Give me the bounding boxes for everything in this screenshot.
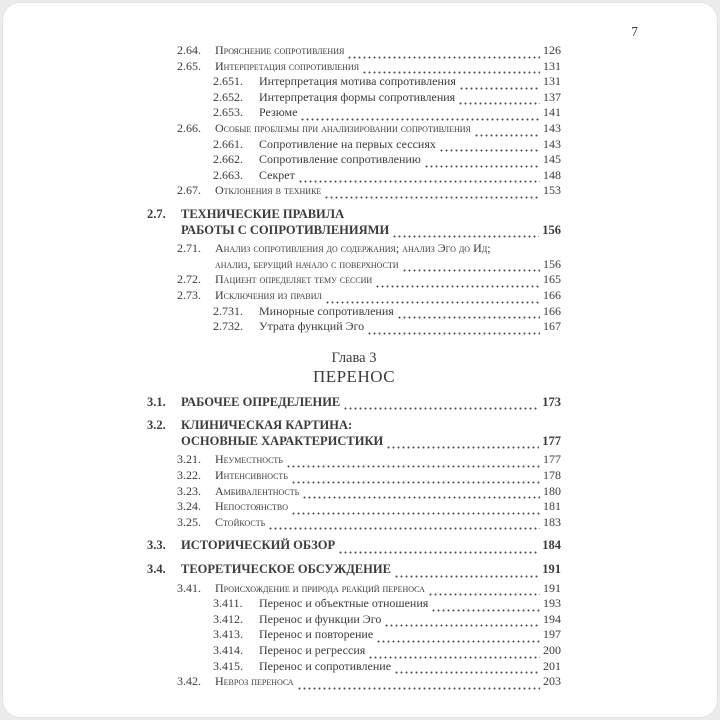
toc-entry-body: [181, 418, 561, 449]
toc-entry-body: [215, 121, 561, 137]
toc-entry-line: [259, 319, 561, 335]
toc-entry-number: 3.415.: [213, 658, 243, 673]
toc-entry: [147, 468, 561, 484]
toc-entry-title: ИСТОРИЧЕСКИЙ ОБЗОР: [181, 538, 336, 553]
toc-entry-title: Непостоянство: [215, 499, 288, 514]
book-page: [2, 2, 718, 718]
toc-entry-number: 3.1.: [147, 394, 166, 409]
toc-entry-line: [215, 499, 561, 515]
toc-entry-page: 203: [543, 674, 561, 689]
toc-entry: [147, 659, 561, 675]
toc-entry-line: [259, 168, 561, 184]
toc-entry: [147, 538, 561, 554]
toc-entry-page: 143: [543, 120, 561, 135]
toc-entry-body: [259, 152, 561, 168]
toc-entry: [147, 484, 561, 500]
toc-entry: [147, 319, 561, 335]
toc-entry: [147, 674, 561, 690]
toc-entry-page: 137: [543, 89, 561, 104]
toc-entry-page: 141: [543, 105, 561, 120]
toc-entry: [147, 74, 561, 90]
toc-entry-body: [259, 659, 561, 675]
toc-entry-number: 2.663.: [213, 167, 243, 182]
toc-entry-line: [215, 121, 561, 137]
toc-entry-line: [181, 207, 561, 223]
toc-entry: [147, 581, 561, 597]
toc-entry-number: 2.72.: [177, 272, 201, 287]
dotted-leader: [386, 444, 539, 449]
toc-entry-title: Перенос и объектные отношения: [259, 596, 429, 611]
toc-entry: [147, 515, 561, 531]
chapter-heading: [147, 349, 561, 387]
toc-entry-body: [259, 74, 561, 90]
toc-entry-page: 191: [542, 562, 561, 577]
toc-entry-line: [181, 418, 561, 434]
dotted-leader: [268, 525, 540, 530]
toc-entry-body: [181, 562, 561, 578]
toc-entry-number: 2.653.: [213, 105, 243, 120]
dotted-leader: [367, 330, 540, 335]
toc-entry-title: анализ, берущий начало с поверхности: [215, 256, 399, 271]
chapter-title: ПЕРЕНОС: [312, 366, 396, 386]
toc-entry-title: Перенос и регрессия: [259, 643, 366, 657]
toc-entry-title: Интенсивность: [215, 468, 288, 483]
toc-entry-page: 177: [543, 452, 561, 467]
toc-entry-line: [259, 304, 561, 320]
toc-entry: [147, 183, 561, 199]
toc-entry-page: 194: [543, 611, 561, 626]
toc-entry: [147, 304, 561, 320]
toc-entry-body: [181, 538, 561, 554]
toc-entry-title: РАБОТЫ С СОПРОТИВЛЕНИЯМИ: [181, 222, 390, 237]
toc-entry-body: [215, 288, 561, 304]
toc-entry-body: [259, 627, 561, 643]
toc-entry-line: [181, 538, 561, 554]
toc-entry-line: [259, 627, 561, 643]
toc-entry-title: Исключения из правил: [215, 287, 322, 302]
toc-entry-page: 153: [543, 183, 561, 198]
toc-entry-line: [259, 596, 561, 612]
toc-entry: [147, 288, 561, 304]
toc-entry-title: Особые проблемы при анализировании сопротивления: [215, 120, 471, 135]
toc-entry-number: 3.24.: [177, 499, 201, 514]
toc-entry-body: [215, 183, 561, 199]
toc-entry-number: 3.414.: [213, 643, 243, 657]
toc-entry-number: 2.65.: [177, 58, 201, 73]
toc-entry-line: [181, 395, 561, 411]
toc-entry-title: Перенос и сопротивление: [259, 658, 392, 673]
toc-entry-page: 181: [543, 499, 561, 514]
toc-entry-title: ТЕОРЕТИЧЕСКОЕ ОБСУЖДЕНИЕ: [181, 562, 391, 577]
toc-entry-title: Интерпретация мотива сопротивления: [259, 74, 456, 89]
toc-entry-line: [181, 562, 561, 578]
toc-entry: [147, 627, 561, 643]
dotted-leader: [392, 233, 539, 238]
toc-entry-title: Происхождение и природа реакций переноса: [215, 580, 425, 595]
toc-entry-number: 2.71.: [177, 241, 201, 256]
toc-entry-number: 3.2.: [147, 418, 166, 433]
toc-entry-number: 2.651.: [213, 74, 243, 89]
toc-entry-title: ОСНОВНЫЕ ХАРАКТЕРИСТИКИ: [181, 433, 384, 448]
toc-entry-body: [215, 674, 561, 690]
toc-entry-line: [215, 452, 561, 468]
toc-entry-number: 3.411.: [213, 596, 243, 611]
toc-entry: [147, 395, 561, 411]
toc-entry-line: [181, 434, 561, 450]
toc-entry-page: 156: [542, 222, 561, 237]
toc-entry-title: Перенос и повторение: [259, 627, 374, 642]
toc-entry-line: [259, 137, 561, 153]
toc-entry-page: 143: [543, 136, 561, 151]
toc-entry-line: [215, 43, 561, 59]
toc-entry-line: [181, 223, 561, 239]
toc-entry-number: 2.731.: [213, 303, 243, 318]
toc-entry-page: 201: [543, 658, 561, 673]
toc-entry-title: Невроз переноса: [215, 674, 294, 689]
toc-entry-page: 148: [543, 167, 561, 182]
toc-entry-body: [215, 43, 561, 59]
toc-entry-number: 3.4.: [147, 562, 166, 577]
table-of-contents: [147, 43, 561, 690]
toc-entry: [147, 59, 561, 75]
toc-entry-title: Пациент определяет тему сессии: [215, 272, 373, 287]
toc-entry-number: 3.42.: [177, 674, 201, 689]
toc-entry-page: 167: [543, 319, 561, 334]
toc-entry: [147, 452, 561, 468]
toc-entry-page: 183: [543, 514, 561, 529]
toc-entry-page: 193: [543, 596, 561, 611]
toc-entry-title: Утрата функций Эго: [259, 319, 365, 334]
toc-entry-body: [215, 581, 561, 597]
toc-entry-line: [215, 257, 561, 273]
toc-entry-title: Секрет: [259, 167, 295, 182]
toc-entry-number: 3.23.: [177, 483, 201, 498]
toc-entry-title: ТЕХНИЧЕСКИЕ ПРАВИЛА: [181, 206, 345, 221]
toc-entry-line: [215, 484, 561, 500]
toc-entry-body: [259, 643, 561, 659]
toc-entry-page: 197: [543, 627, 561, 642]
toc-entry-title: Стойкость: [215, 514, 266, 529]
toc-entry-body: [259, 168, 561, 184]
toc-entry-number: 2.64.: [177, 43, 201, 57]
toc-section-3: [147, 395, 561, 690]
toc-entry-title: Перенос и функции Эго: [259, 611, 382, 626]
toc-entry-title: Анализ сопротивления до содержания; анализ Эго до Ид;: [215, 241, 491, 256]
toc-entry-body: [215, 499, 561, 515]
toc-entry-title: Сопротивление на первых сессиях: [259, 136, 436, 151]
dotted-leader: [297, 685, 540, 690]
toc-entry-title: Отклонения в технике: [215, 183, 322, 198]
toc-entry-body: [259, 304, 561, 320]
toc-entry-body: [215, 272, 561, 288]
toc-entry-number: 3.41.: [177, 580, 201, 595]
toc-entry-title: Сопротивление сопротивлению: [259, 152, 421, 167]
toc-entry: [147, 241, 561, 272]
toc-entry-number: 3.21.: [177, 452, 201, 467]
toc-entry-page: 166: [543, 287, 561, 302]
dotted-leader: [324, 194, 540, 199]
toc-entry-number: 2.73.: [177, 287, 201, 302]
toc-entry-page: 131: [543, 58, 561, 73]
toc-entry-number: 2.66.: [177, 120, 201, 135]
toc-entry-page: 184: [542, 538, 561, 553]
toc-entry-line: [259, 105, 561, 121]
toc-entry-body: [259, 596, 561, 612]
toc-entry: [147, 105, 561, 121]
toc-entry: [147, 596, 561, 612]
toc-entry-page: 173: [542, 394, 561, 409]
toc-entry-line: [215, 468, 561, 484]
toc-entry-page: 156: [543, 256, 561, 271]
toc-entry-body: [259, 319, 561, 335]
toc-entry-page: 126: [543, 43, 561, 57]
toc-entry-line: [259, 74, 561, 90]
toc-entry: [147, 612, 561, 628]
toc-entry-body: [215, 452, 561, 468]
toc-entry-page: 200: [543, 643, 561, 657]
toc-entry-page: 145: [543, 152, 561, 167]
toc-entry-body: [259, 90, 561, 106]
toc-entry-body: [215, 59, 561, 75]
toc-entry: [147, 562, 561, 578]
toc-entry-number: 2.7.: [147, 206, 166, 221]
toc-entry-body: [215, 468, 561, 484]
toc-entry-line: [215, 272, 561, 288]
toc-entry-page: 178: [543, 468, 561, 483]
toc-section-2: [147, 43, 561, 335]
toc-entry-number: 2.662.: [213, 152, 243, 167]
toc-entry-body: [259, 105, 561, 121]
toc-entry: [147, 499, 561, 515]
toc-entry-title: Амбивалентность: [215, 483, 300, 498]
toc-entry-title: Прояснение сопротивления: [215, 43, 345, 57]
toc-entry: [147, 90, 561, 106]
toc-entry-line: [215, 59, 561, 75]
toc-entry-title: Интерпретация формы сопротивления: [259, 89, 456, 104]
toc-entry-line: [215, 183, 561, 199]
toc-entry: [147, 207, 561, 238]
toc-entry-body: [181, 395, 561, 411]
toc-entry-title: Неуместность: [215, 452, 283, 467]
toc-entry-body: [215, 515, 561, 531]
page-number-folio: 7: [631, 24, 638, 39]
toc-entry-number: 3.3.: [147, 538, 166, 553]
dotted-leader: [343, 405, 539, 410]
toc-entry-body: [215, 484, 561, 500]
toc-entry-line: [259, 612, 561, 628]
toc-entry-number: 2.661.: [213, 136, 243, 151]
toc-entry: [147, 272, 561, 288]
toc-entry-line: [215, 515, 561, 531]
toc-entry-line: [215, 241, 561, 257]
toc-entry-page: 131: [543, 74, 561, 89]
toc-entry-line: [259, 152, 561, 168]
toc-entry: [147, 43, 561, 59]
toc-entry-line: [215, 674, 561, 690]
toc-entry: [147, 168, 561, 184]
toc-entry-number: 2.732.: [213, 319, 243, 334]
toc-entry-page: 191: [543, 580, 561, 595]
toc-entry-body: [259, 612, 561, 628]
toc-entry-title: Интерпретация сопротивления: [215, 58, 360, 73]
toc-entry-page: 180: [543, 483, 561, 498]
toc-entry: [147, 643, 561, 659]
toc-entry-number: 3.25.: [177, 514, 201, 529]
dotted-leader: [394, 573, 539, 578]
toc-entry: [147, 152, 561, 168]
toc-entry-line: [259, 90, 561, 106]
toc-entry-page: 177: [542, 433, 561, 448]
toc-entry-line: [215, 288, 561, 304]
toc-entry-line: [259, 659, 561, 675]
toc-entry-title: Минорные сопротивления: [259, 303, 394, 318]
toc-entry: [147, 137, 561, 153]
chapter-label: Глава 3: [331, 349, 377, 366]
toc-entry-number: 3.22.: [177, 468, 201, 483]
dotted-leader: [338, 549, 539, 554]
toc-entry-number: 3.412.: [213, 611, 243, 626]
toc-entry-body: [215, 241, 561, 272]
toc-entry-title: Резюме: [259, 105, 298, 120]
toc-entry-title: КЛИНИЧЕСКАЯ КАРТИНА:: [181, 418, 353, 433]
toc-entry-body: [181, 207, 561, 238]
toc-entry-title: РАБОЧЕЕ ОПРЕДЕЛЕНИЕ: [181, 394, 341, 409]
toc-entry-number: 2.652.: [213, 89, 243, 104]
toc-entry-line: [259, 643, 561, 659]
toc-entry-number: 2.67.: [177, 183, 201, 198]
toc-entry: [147, 418, 561, 449]
toc-entry: [147, 121, 561, 137]
toc-entry-body: [259, 137, 561, 153]
toc-entry-line: [215, 581, 561, 597]
toc-entry-page: 166: [543, 303, 561, 318]
toc-entry-number: 3.413.: [213, 627, 243, 642]
toc-entry-page: 165: [543, 272, 561, 287]
